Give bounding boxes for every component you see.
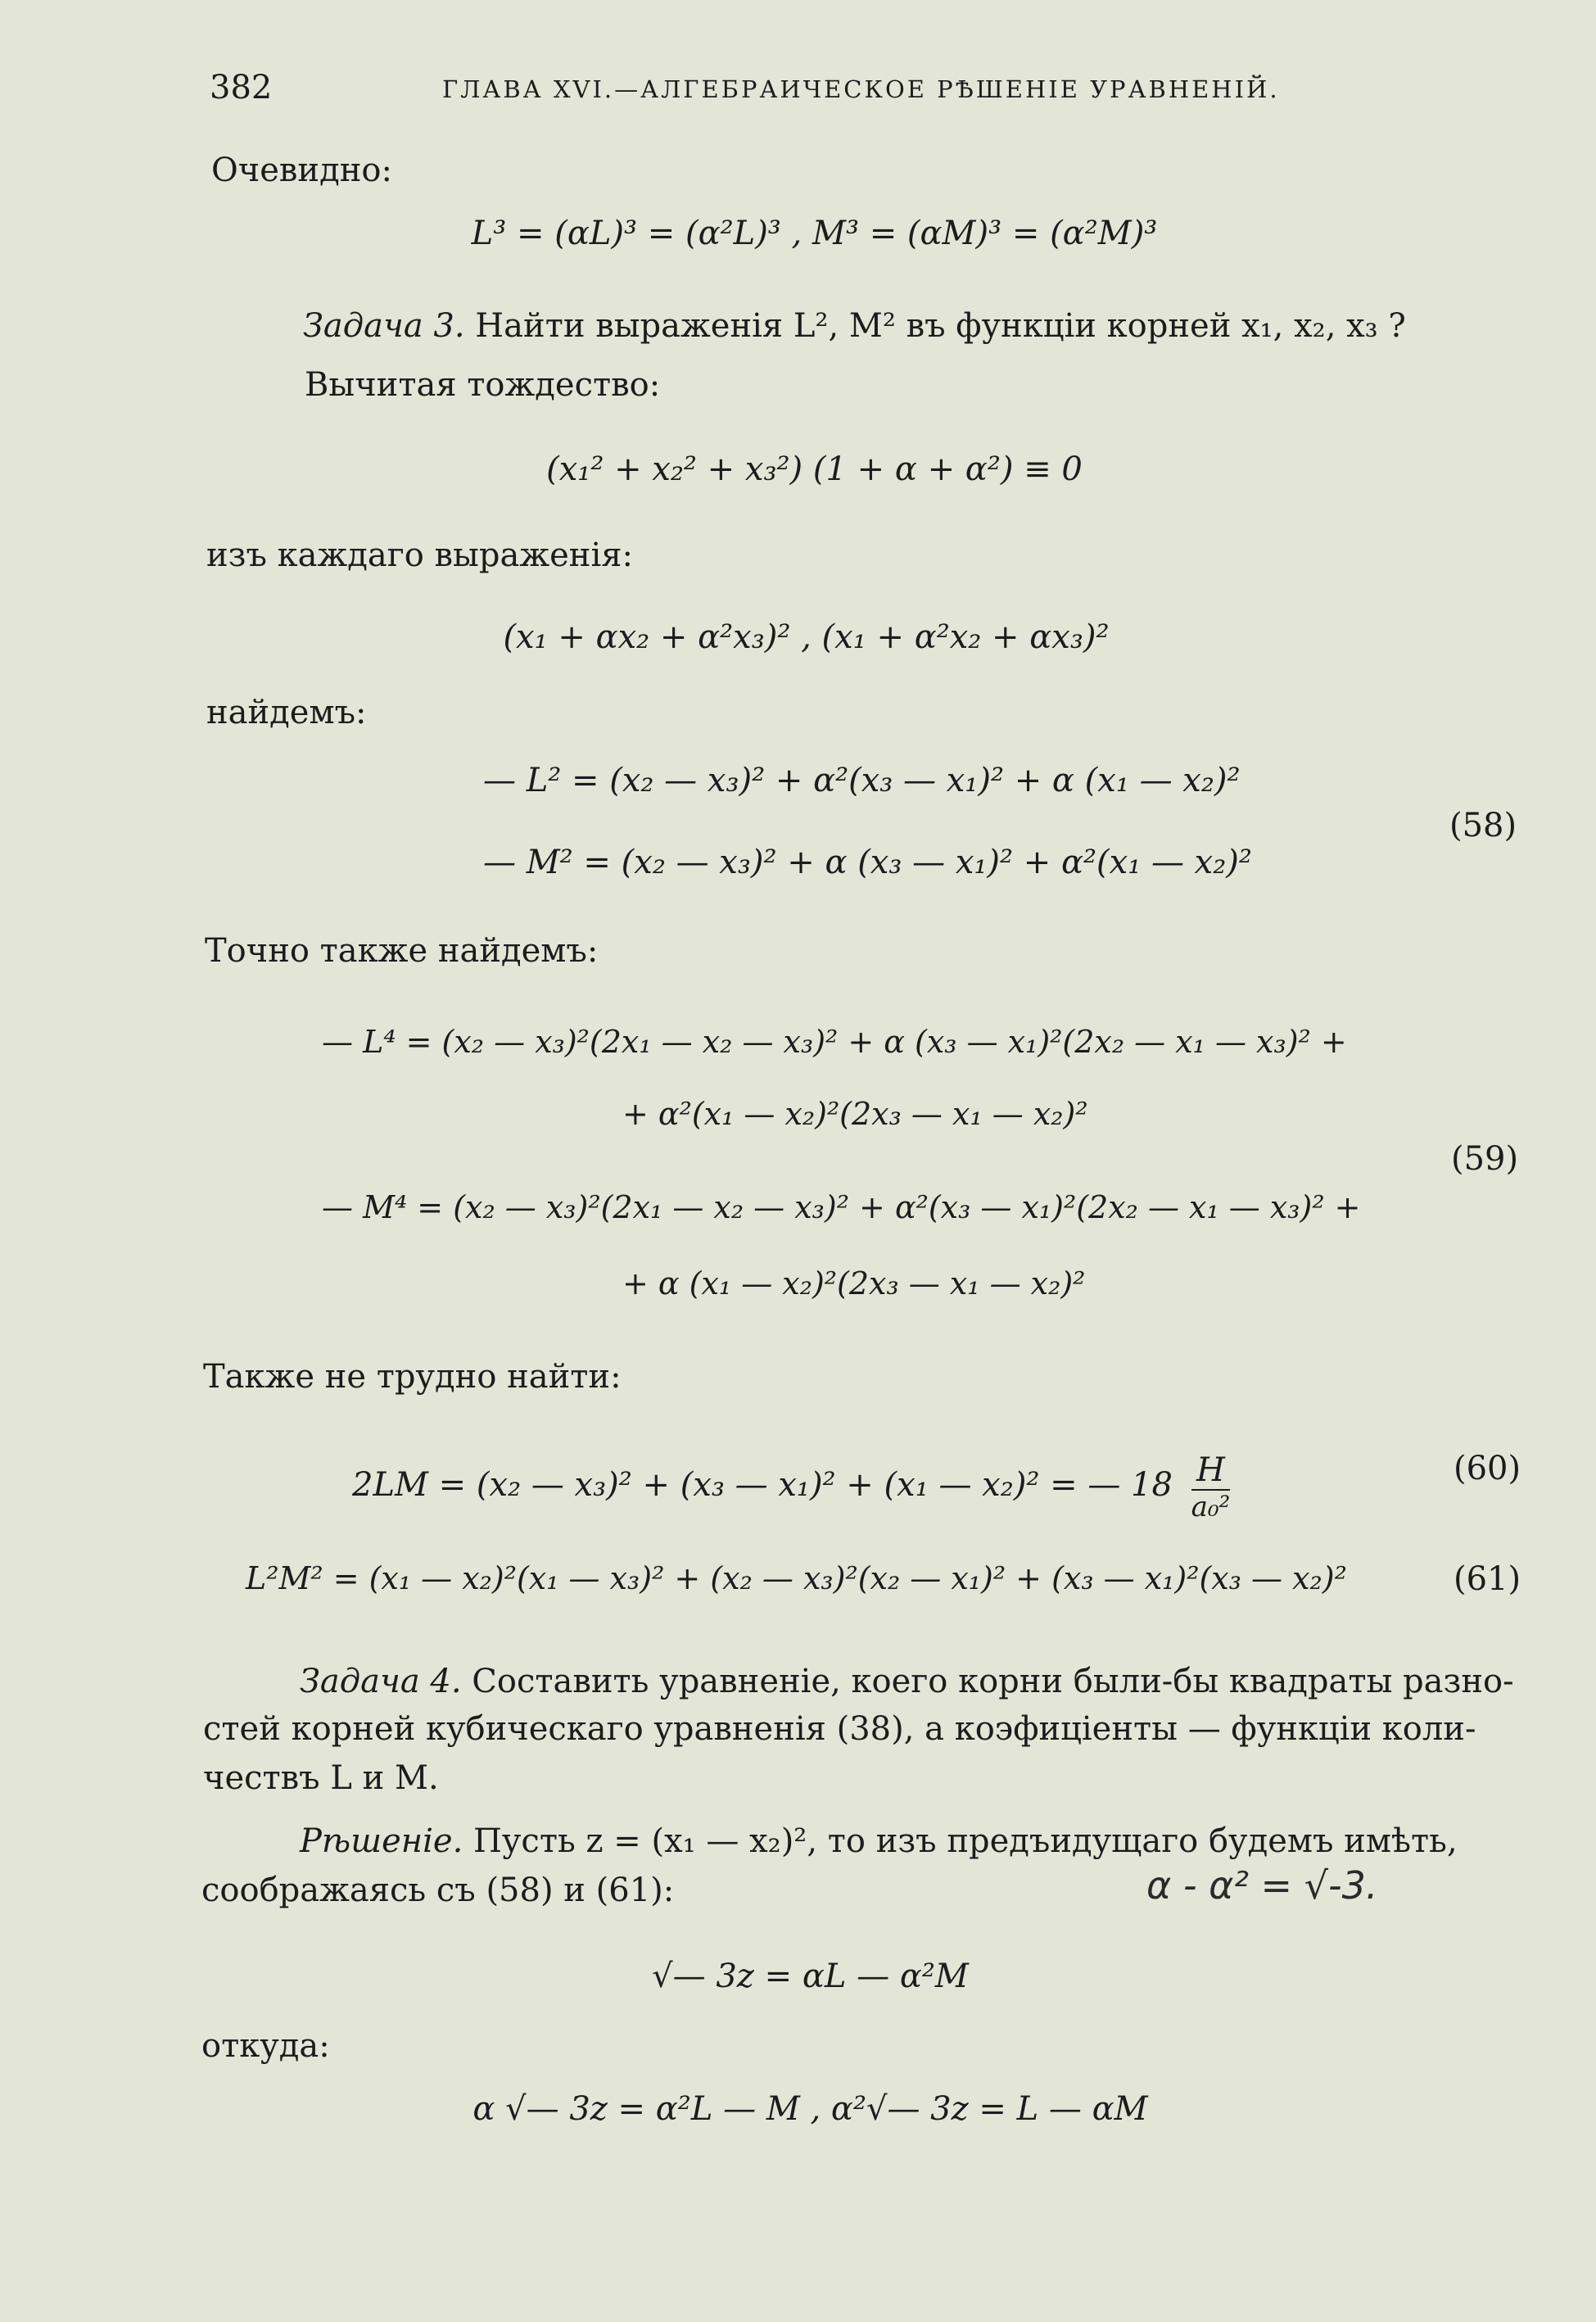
task-4-line-3: чествъ L и M.: [203, 1759, 439, 1797]
paragraph-also-easy: Также не трудно найти:: [203, 1358, 622, 1396]
task-4-line-1: [300, 1663, 1514, 1700]
equation-sqrt-3z: √— 3z = αL — α²M: [652, 1958, 969, 1995]
task-3: [303, 307, 1406, 345]
solution-text-1: Пусть z = (x₁ — x₂)², то изъ предъидущаго будемъ имѣть,: [473, 1822, 1458, 1860]
solution-label: Рѣшеніе.: [300, 1822, 463, 1860]
paragraph-we-find: найдемъ:: [206, 694, 367, 731]
task-4-label: Задача 4.: [300, 1663, 462, 1700]
task-3-label: Задача 3.: [303, 307, 465, 345]
equation-58-M: — M² = (x₂ — x₃)² + α (x₃ — x₁)² + α²(x₁ — x₂)²: [483, 844, 1252, 881]
equation-60-left: 2LM = (x₂ — x₃)² + (x₃ — x₁)² + (x₁ — x₂)² = — 18: [352, 1466, 1173, 1504]
equation-61: L²M² = (x₁ — x₂)²(x₁ — x₃)² + (x₂ — x₃)²(x₂ — x₁)² + (x₃ — x₁)²(x₃ — x₂)²: [246, 1560, 1347, 1596]
solution-line-2: соображаясь съ (58) и (61):: [201, 1872, 675, 1909]
equation-number-60: (60): [1454, 1450, 1521, 1487]
task-4-line-2: стей корней кубическаго уравненія (38), а коэфиціенты — функціи коли-: [203, 1710, 1476, 1748]
fraction-denominator: a₀²: [1191, 1491, 1231, 1523]
running-title: ГЛАВА XVI.—АЛГЕБРАИЧЕСКОЕ РѢШЕНІЕ УРАВНЕНІЙ.: [442, 75, 1280, 103]
equation-cubes: L³ = (αL)³ = (α²L)³ , M³ = (αM)³ = (α²M)³: [471, 215, 1158, 252]
task-4-text-1: Составить уравненіе, коего корни были-бы квадраты разно-: [472, 1663, 1514, 1700]
handwritten-note: α - α² = √-3.: [1146, 1863, 1378, 1908]
paragraph-whence: откуда:: [201, 2027, 330, 2065]
equation-number-59: (59): [1451, 1140, 1519, 1178]
equation-59-M-line1: — M⁴ = (x₂ — x₃)²(2x₁ — x₂ — x₃)² + α²(x₃ — x₁)²(2x₂ — x₁ — x₃)² +: [322, 1189, 1361, 1225]
equation-60: [352, 1451, 1230, 1523]
paragraph-subtracting: Вычитая тождество:: [305, 366, 661, 404]
paragraph-evidently: Очевидно:: [211, 152, 392, 189]
equation-identity: (x₁² + x₂² + x₃²) (1 + α + α²) ≡ 0: [546, 450, 1083, 488]
page-number: 382: [210, 69, 273, 106]
fraction-numerator: H: [1191, 1451, 1231, 1491]
equation-59-L-line1: — L⁴ = (x₂ — x₃)²(2x₁ — x₂ — x₃)² + α (x₃ — x₁)²(2x₂ — x₁ — x₃)² +: [322, 1024, 1347, 1060]
fraction-H-over-a0: [1191, 1451, 1231, 1523]
equation-number-61: (61): [1454, 1560, 1521, 1598]
equation-alpha-sqrt: α √— 3z = α²L — M , α²√— 3z = L — αM: [472, 2090, 1148, 2128]
task-3-text: Найти выраженія L², M² въ функціи корней x₁, x₂, x₃ ?: [475, 307, 1406, 345]
paragraph-likewise: Точно также найдемъ:: [205, 932, 599, 970]
equation-59-M-line2: + α (x₁ — x₂)²(2x₃ — x₁ — x₂)²: [622, 1265, 1086, 1301]
equation-squares: (x₁ + αx₂ + α²x₃)² , (x₁ + α²x₂ + αx₃)²: [503, 618, 1110, 656]
equation-59-L-line2: + α²(x₁ — x₂)²(2x₃ — x₁ — x₂)²: [622, 1096, 1088, 1132]
paragraph-from-each: изъ каждаго выраженія:: [206, 536, 633, 574]
equation-58-L: — L² = (x₂ — x₃)² + α²(x₃ — x₁)² + α (x₁ — x₂)²: [483, 762, 1241, 799]
solution-line-1: [300, 1822, 1458, 1860]
equation-number-58: (58): [1449, 807, 1517, 844]
